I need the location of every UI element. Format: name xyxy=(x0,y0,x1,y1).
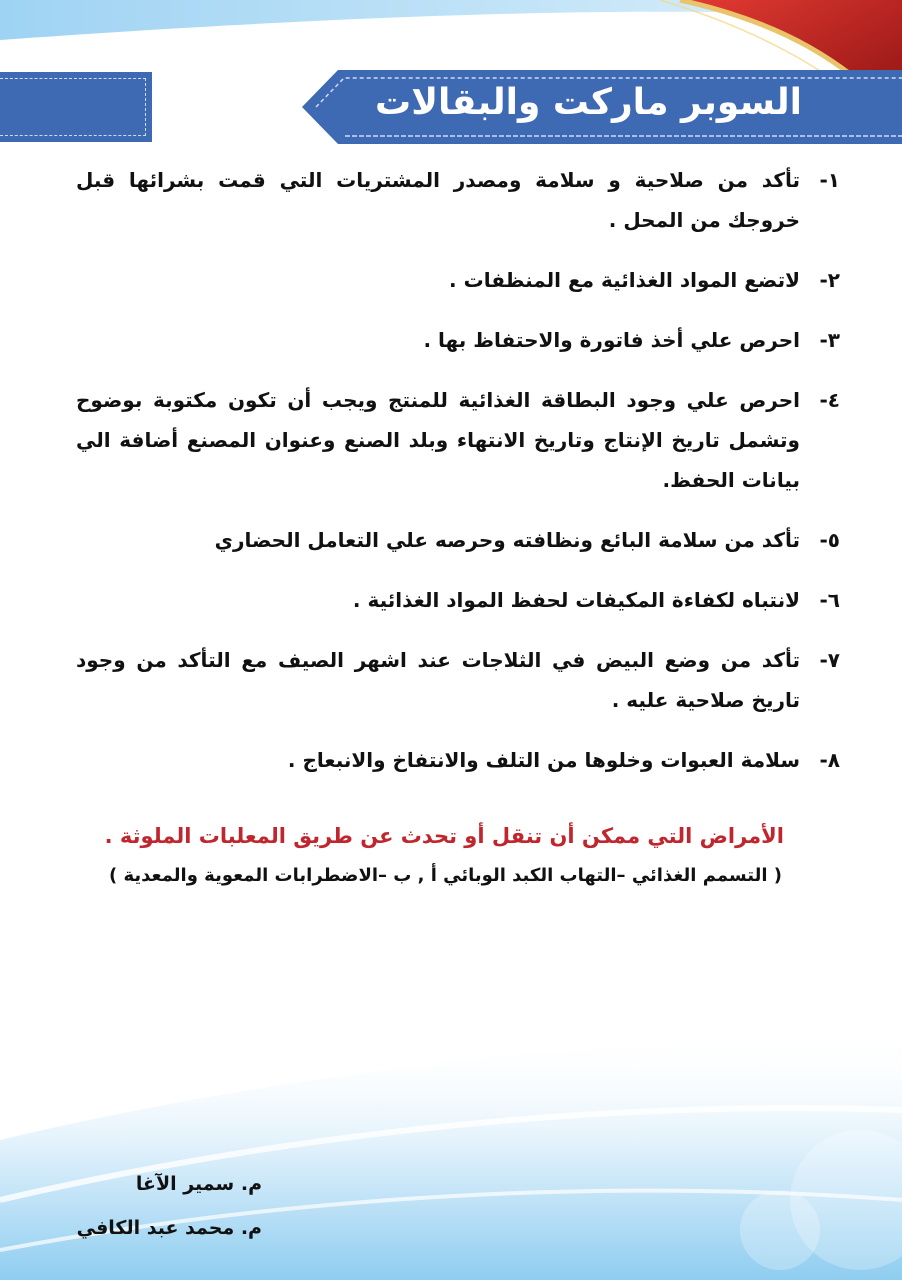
item-number: ٢- xyxy=(819,268,840,292)
page-title: السوبر ماركت والبقالات xyxy=(375,82,802,123)
item-number: ٣- xyxy=(819,328,840,352)
author-name: م. محمد عبد الكافي xyxy=(76,1217,262,1239)
item-text: احرص علي أخذ فاتورة والاحتفاظ بها . xyxy=(423,328,800,352)
item-number: ٥- xyxy=(819,528,840,552)
item-number: ٤- xyxy=(819,388,840,412)
list-item xyxy=(76,580,840,620)
item-text: تأكد من سلامة البائع ونظافته وحرصه علي التعامل الحضاري xyxy=(214,528,800,552)
item-text: سلامة العبوات وخلوها من التلف والانتفاخ والانبعاج . xyxy=(287,748,800,772)
item-number: ٧- xyxy=(819,648,840,672)
list-item xyxy=(76,740,840,780)
item-text: لاتضع المواد الغذائية مع المنظفات . xyxy=(449,268,800,292)
list-item xyxy=(76,640,840,720)
list-item xyxy=(76,380,840,500)
author-name: م. سمير الآغا xyxy=(135,1173,262,1195)
list-item xyxy=(76,520,840,560)
item-number: ١- xyxy=(819,168,840,192)
signatures xyxy=(77,1162,262,1250)
diseases-title: الأمراض التي ممكن أن تنقل أو تحدث عن طريق المعلبات الملوثة . xyxy=(104,824,784,848)
item-text: احرص علي وجود البطاقة الغذائية للمنتج ويجب أن تكون مكتوبة بوضوح وتشمل تاريخ الإنتاج وتاريخ الانتهاء وبلد الصنع وعنوان المصنع أضافة الي بيانات الحفظ. xyxy=(76,388,800,492)
title-banner xyxy=(302,70,902,144)
item-number: ٦- xyxy=(819,588,840,612)
list-item xyxy=(76,160,840,240)
stitch-border xyxy=(0,78,146,136)
list-item xyxy=(76,320,840,360)
left-banner-tab xyxy=(0,72,152,142)
list-item xyxy=(76,260,840,300)
tips-list xyxy=(76,160,840,800)
item-text: لانتباه لكفاءة المكيفات لحفظ المواد الغذائية . xyxy=(352,588,800,612)
diseases-section xyxy=(70,818,784,894)
diseases-list: ( التسمم الغذائي –التهاب الكبد الوبائي أ , ب –الاضطرابات المعوية والمعدية ) xyxy=(108,865,782,886)
item-text: تأكد من صلاحية و سلامة ومصدر المشتريات التي قمت بشرائها قبل خروجك من المحل . xyxy=(76,168,800,232)
item-number: ٨- xyxy=(819,748,840,772)
item-text: تأكد من وضع البيض في الثلاجات عند اشهر الصيف مع التأكد من وجود تاريخ صلاحية عليه . xyxy=(76,648,800,712)
